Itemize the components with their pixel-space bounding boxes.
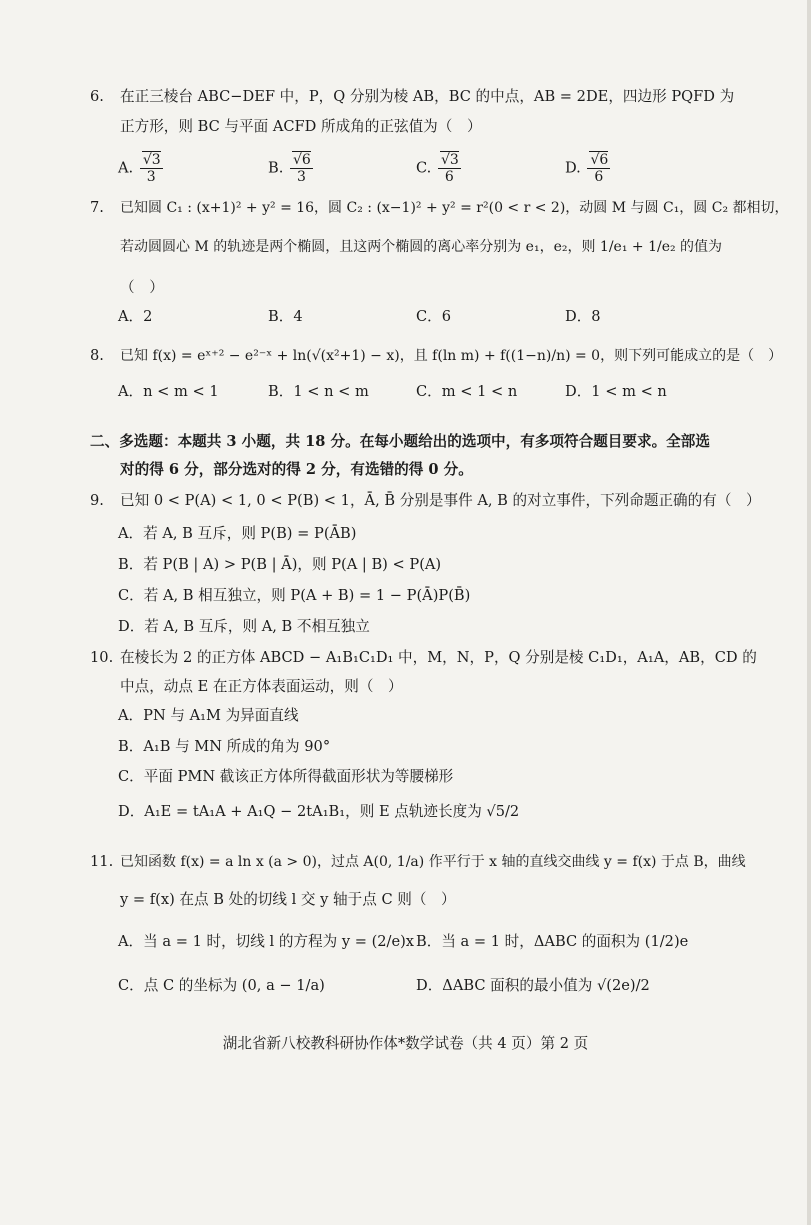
q8-option-b: B．1 < n < m <box>268 383 369 400</box>
q7-line3: （ ） <box>120 279 164 296</box>
q8-line1: 已知 f(x) = eˣ⁺² − e²⁻ˣ + ln(√(x²+1) − x)，且 f(ln m) + f((1−n)/n) = 0，则下列可能成立的是（ ） <box>120 348 783 364</box>
q6-option-c: C. $\frac{√3}{6}$ <box>416 152 459 185</box>
q7-option-d: D．8 <box>565 308 601 325</box>
q7-line2: 若动圆圆心 M 的轨迹是两个椭圆，且这两个椭圆的离心率分别为 e₁，e₂，则 1/e₁ + 1/e₂ 的值为 <box>120 239 723 255</box>
section-2-heading: 二、多选题：本题共 3 小题，共 18 分。在每小题给出的选项中，有多项符合题目要求。全部选 <box>90 433 710 450</box>
q6-line2: 正方形，则 BC 与平面 ACFD 所成角的正弦值为（ ） <box>120 118 482 135</box>
q11-option-a: A．当 a = 1 时，切线 l 的方程为 y = (2/e)x <box>118 933 415 950</box>
q9-line1: 已知 0 < P(A) < 1, 0 < P(B) < 1，Ā, B̄ 分别是事件 A, B 的对立事件，下列命题正确的有（ ） <box>120 492 761 509</box>
q7-option-c: C．6 <box>416 308 452 325</box>
q10-option-b: B．A₁B 与 MN 所成的角为 90° <box>118 738 331 755</box>
q8-option-d: D．1 < m < n <box>565 383 667 400</box>
section-2-heading-cont: 对的得 6 分，部分选对的得 2 分，有选错的得 0 分。 <box>120 461 473 478</box>
q9-option-a: A．若 A, B 互斥，则 P(B) = P(ĀB) <box>118 525 357 542</box>
q6-option-d: D. $\frac{√6}{6}$ <box>565 152 609 185</box>
q10-number: 10. <box>90 649 114 666</box>
q6-line1: 在正三棱台 ABC−DEF 中，P，Q 分别为棱 AB，BC 的中点，AB = 2DE，四边形 PQFD 为 <box>120 88 735 105</box>
q7-option-a: A．2 <box>118 308 153 325</box>
scan-edge-shadow <box>807 0 811 1225</box>
q7-number: 7. <box>90 199 104 216</box>
q9-option-b: B．若 P(B | A) > P(B | Ā)，则 P(A | B) < P(A) <box>118 556 442 573</box>
q11-option-c: C．点 C 的坐标为 (0, a − 1/a) <box>118 977 325 994</box>
q11-line2: y = f(x) 在点 B 处的切线 l 交 y 轴于点 C 则（ ） <box>120 891 456 908</box>
q11-option-d: D．ΔABC 面积的最小值为 √(2e)/2 <box>416 977 650 994</box>
q9-option-c: C．若 A, B 相互独立，则 P(A + B) = 1 − P(Ā)P(B̄) <box>118 587 471 604</box>
q8-option-a: A．n < m < 1 <box>118 383 219 400</box>
q7-option-b: B．4 <box>268 308 303 325</box>
q11-line1: 已知函数 f(x) = a ln x (a > 0)，过点 A(0, 1/a) 作平行于 x 轴的直线交曲线 y = f(x) 于点 B，曲线 <box>120 854 746 870</box>
q7-line1: 已知圆 C₁ : (x+1)² + y² = 16，圆 C₂ : (x−1)² + y² = r²(0 < r < 2)，动圆 M 与圆 C₁，圆 C₂ 都相切， <box>120 200 789 216</box>
q9-option-d: D．若 A, B 互斥，则 A, B 不相互独立 <box>118 618 370 635</box>
q9-number: 9. <box>90 492 104 509</box>
page-footer: 湖北省新八校教科研协作体*数学试卷（共 4 页）第 2 页 <box>222 1035 589 1052</box>
q6-number: 6. <box>90 88 104 105</box>
q10-option-c: C．平面 PMN 截该正方体所得截面形状为等腰梯形 <box>118 768 454 785</box>
q8-option-c: C．m < 1 < n <box>416 383 518 400</box>
q10-option-a: A．PN 与 A₁M 为异面直线 <box>118 707 299 724</box>
q11-number: 11. <box>90 853 114 870</box>
q10-line1: 在棱长为 2 的正方体 ABCD − A₁B₁C₁D₁ 中，M，N，P，Q 分别是棱 C₁D₁，A₁A，AB，CD 的 <box>120 649 757 666</box>
q11-option-b: B．当 a = 1 时，ΔABC 的面积为 (1/2)e <box>416 933 689 950</box>
q6-option-b: B. $\frac{√6}{3}$ <box>268 152 311 185</box>
q10-line2: 中点，动点 E 在正方体表面运动，则（ ） <box>120 678 403 695</box>
q10-option-d: D．A₁E = tA₁A + A₁Q − 2tA₁B₁，则 E 点轨迹长度为 √5/2 <box>118 803 520 820</box>
q6-option-a: A. $\frac{√3}{3}$ <box>118 152 161 185</box>
q8-number: 8. <box>90 347 104 364</box>
